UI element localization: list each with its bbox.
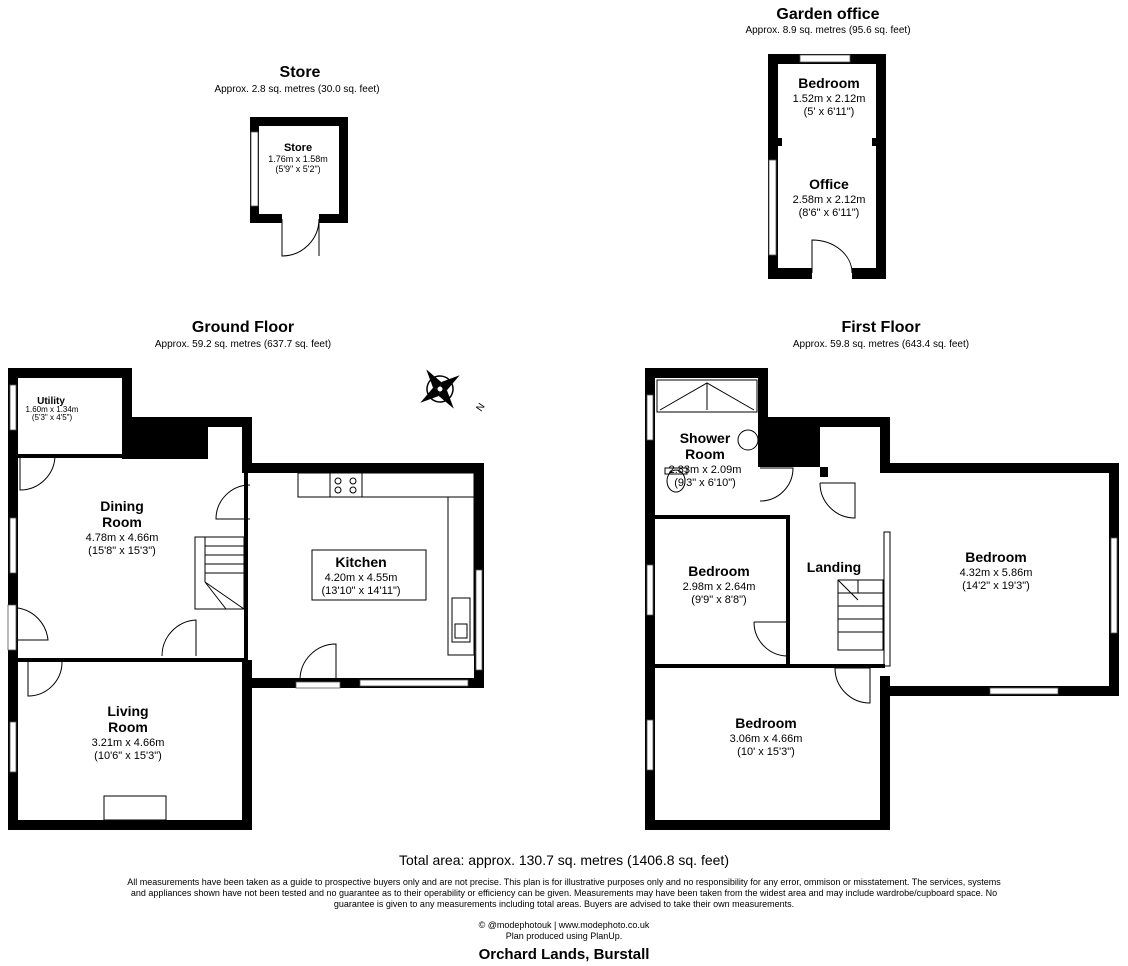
compass-rose-icon bbox=[407, 356, 474, 423]
bedroom-2-metric: 2.98m x 2.64m bbox=[682, 581, 756, 593]
store-window bbox=[251, 132, 258, 206]
first-floor-title: First Floor bbox=[841, 319, 921, 336]
store-area: Approx. 2.8 sq. metres (30.0 sq. feet) bbox=[214, 84, 380, 95]
garden-office-window-left bbox=[769, 160, 776, 255]
garden-office-window-top bbox=[800, 55, 850, 62]
kitchen-imperial: (13'10" x 14'11") bbox=[321, 585, 401, 597]
utility-window bbox=[10, 385, 16, 430]
bedroom-2-imperial: (9'9" x 8'8") bbox=[691, 594, 747, 606]
shower-name-1: Shower bbox=[679, 430, 731, 446]
bedroom-1-door bbox=[820, 483, 855, 518]
utility-metric: 1.60m x 1.34m bbox=[25, 405, 79, 414]
office-name: Office bbox=[809, 176, 849, 192]
credit-line-1: © @modephotouk | www.modephoto.co.uk bbox=[478, 920, 650, 930]
total-area: Total area: approx. 130.7 sq. metres (1406.8 sq. feet) bbox=[399, 852, 729, 868]
store-door-swing bbox=[282, 219, 319, 256]
kitchen-window-bottom bbox=[360, 680, 468, 686]
chimney-breast bbox=[122, 417, 208, 459]
property-name: Orchard Lands, Burstall bbox=[478, 946, 650, 963]
shower-tray-lines bbox=[660, 383, 754, 410]
first-floor-plan bbox=[645, 319, 1119, 830]
bedroom-2-door bbox=[754, 622, 788, 656]
first-chimney-breast bbox=[758, 417, 820, 467]
bedroom-3-door bbox=[835, 668, 870, 703]
bedroom-3-window bbox=[647, 720, 653, 770]
bedroom-3-name: Bedroom bbox=[735, 715, 797, 731]
garden-office-title: Garden office bbox=[776, 6, 880, 23]
shower-window bbox=[647, 395, 653, 440]
dining-name-1: Dining bbox=[100, 498, 144, 514]
dining-imperial: (15'8" x 15'3") bbox=[88, 545, 156, 557]
office-bedroom-imperial: (5' x 6'11") bbox=[803, 106, 855, 118]
ground-floor-title: Ground Floor bbox=[191, 319, 295, 336]
landing-bannister bbox=[884, 532, 890, 666]
front-door bbox=[18, 608, 48, 640]
back-door bbox=[300, 644, 336, 680]
kitchen-metric: 4.20m x 4.55m bbox=[324, 572, 398, 584]
hob-icon bbox=[330, 473, 362, 497]
compass-north-label: N bbox=[474, 401, 488, 414]
disclaimer-text: All measurements have been taken as a guide to prospective buyers only and are not precise. This plan is for illustrative purposes only and no responsibility for any error, ommison or misstatement. The services, systems and appliances shown have not been tested and no guarantee as to their operability or efficiency can be given. Measurements may have been taken from the widest area and may include wardrobe/cupboard space. No guarantee is given to any measurements including total areas. Buyers are advised to take their own measurements. bbox=[127, 877, 1001, 909]
front-door-frame bbox=[8, 605, 16, 650]
dining-window bbox=[10, 518, 16, 573]
bedroom-3-metric: 3.06m x 4.66m bbox=[729, 733, 803, 745]
bedroom-1-imperial: (14'2" x 19'3") bbox=[962, 580, 1030, 592]
office-bedroom-metric: 1.52m x 2.12m bbox=[792, 93, 866, 105]
dining-metric: 4.78m x 4.66m bbox=[85, 532, 159, 544]
dining-inner-door bbox=[162, 620, 196, 656]
bedroom-3-imperial: (10' x 15'3") bbox=[737, 746, 795, 758]
office-imperial: (8'6" x 6'11") bbox=[798, 207, 860, 219]
office-metric: 2.58m x 2.12m bbox=[792, 194, 866, 206]
utility-name: Utility bbox=[37, 396, 65, 407]
store-room-imperial: (5'9" x 5'2") bbox=[275, 164, 321, 174]
first-stairs bbox=[838, 580, 883, 650]
ground-floor-area: Approx. 59.2 sq. metres (637.7 sq. feet) bbox=[154, 339, 332, 350]
store-room-metric: 1.76m x 1.58m bbox=[268, 154, 328, 164]
living-window bbox=[10, 722, 16, 772]
shower-imperial: (9'3" x 6'10") bbox=[674, 477, 736, 489]
living-imperial: (10'6" x 15'3") bbox=[94, 750, 162, 762]
credit-line-2: Plan produced using PlanUp. bbox=[505, 931, 623, 941]
living-metric: 3.21m x 4.66m bbox=[91, 737, 165, 749]
bedroom-1-name: Bedroom bbox=[965, 549, 1027, 565]
kitchen-name: Kitchen bbox=[335, 554, 387, 570]
fireplace bbox=[104, 796, 166, 820]
store-title: Store bbox=[279, 64, 321, 81]
office-bedroom-name: Bedroom bbox=[798, 75, 860, 91]
bedroom-2-name: Bedroom bbox=[688, 563, 750, 579]
kitchen-window-side bbox=[476, 570, 482, 670]
store-room-name: Store bbox=[283, 142, 313, 154]
basin-icon bbox=[738, 430, 758, 450]
bedroom-1-window-bottom bbox=[990, 688, 1058, 694]
shower-door bbox=[760, 468, 793, 501]
landing-name: Landing bbox=[806, 559, 862, 575]
shower-name-2: Room bbox=[685, 446, 725, 462]
living-door bbox=[28, 662, 62, 696]
shower-metric: 2.83m x 2.09m bbox=[668, 464, 742, 476]
dining-name-2: Room bbox=[102, 514, 142, 530]
utility-imperial: (5'3" x 4'5") bbox=[31, 413, 73, 422]
utility-door bbox=[20, 455, 55, 490]
bedroom-1-window-side bbox=[1111, 538, 1117, 633]
living-name-2: Room bbox=[108, 719, 148, 735]
bedroom-1-metric: 4.32m x 5.86m bbox=[959, 567, 1033, 579]
ground-stairs bbox=[195, 537, 244, 609]
first-floor-area: Approx. 59.8 sq. metres (643.4 sq. feet) bbox=[792, 339, 970, 350]
ground-floor-plan bbox=[8, 319, 488, 830]
garden-office-plan bbox=[745, 6, 910, 279]
garden-office-area: Approx. 8.9 sq. metres (95.6 sq. feet) bbox=[745, 25, 911, 36]
back-door-frame bbox=[296, 682, 340, 688]
partition-stub-left bbox=[778, 138, 782, 146]
bedroom-2-window bbox=[647, 565, 653, 615]
partition-stub-right bbox=[872, 138, 876, 146]
store-plan bbox=[214, 64, 379, 256]
garden-office-door-swing bbox=[812, 240, 852, 273]
living-name-1: Living bbox=[107, 703, 149, 719]
